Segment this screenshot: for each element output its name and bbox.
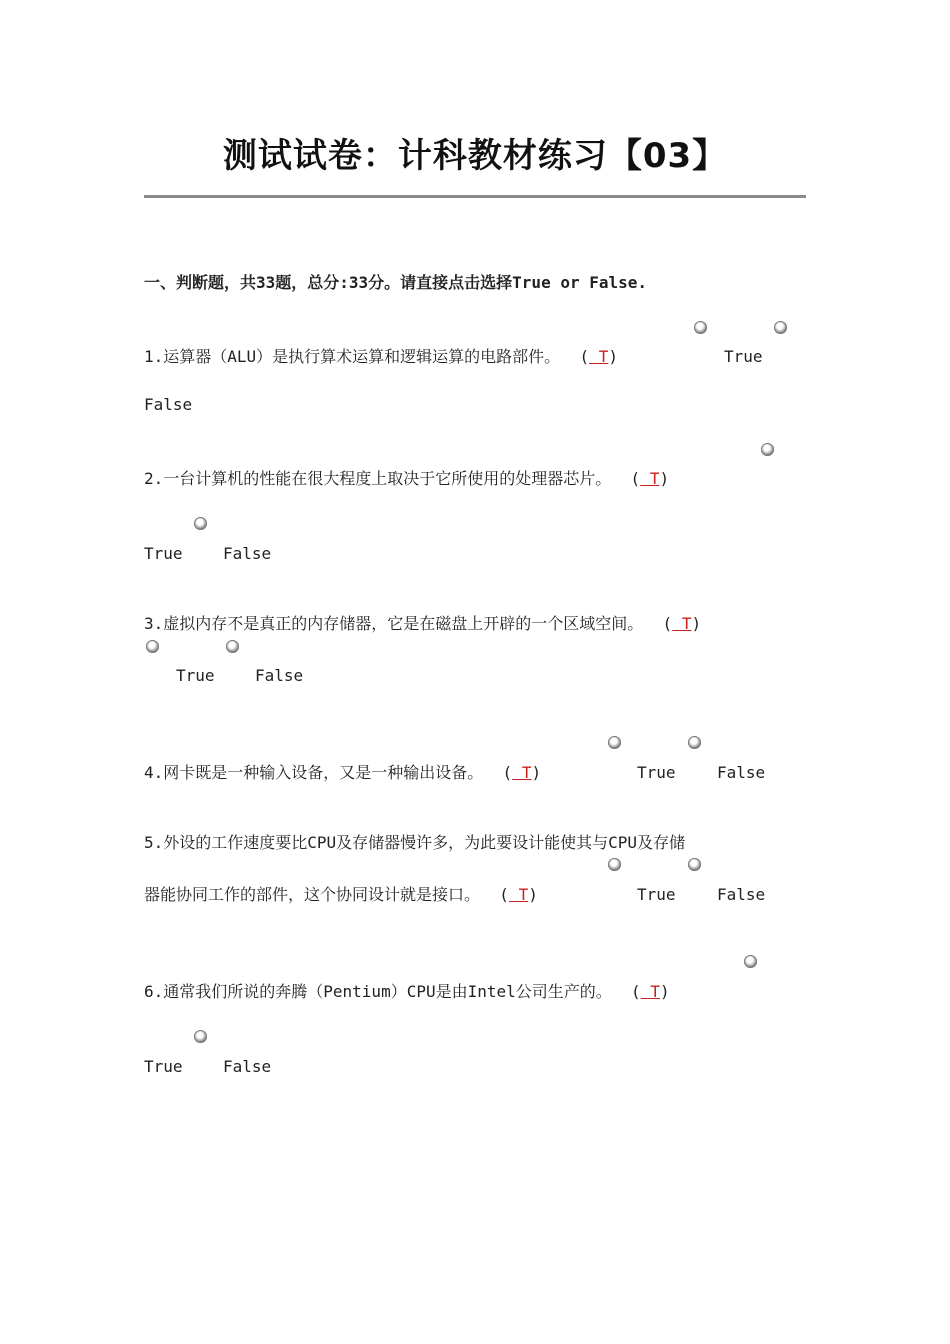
option-q4-false[interactable]: False [717, 763, 766, 782]
question-5-answer-bracket: ( T) [489, 885, 538, 904]
radio-q5-true[interactable] [608, 858, 621, 871]
question-6 [144, 982, 670, 1002]
question-6-answer-bracket: ( T) [621, 982, 670, 1001]
radio-q1-true[interactable] [694, 321, 707, 334]
question-4-text: 4.网卡既是一种输入设备，又是一种输出设备。 [144, 763, 484, 782]
question-3-text: 3.虚拟内存不是真正的内存储器，它是在磁盘上开辟的一个区域空间。 [144, 614, 644, 633]
option-q3-true[interactable]: True [176, 666, 215, 685]
question-5-text-2: 器能协同工作的部件，这个协同设计就是接口。 [144, 885, 481, 904]
radio-q1-false[interactable] [774, 321, 787, 334]
question-6-answer: T [650, 982, 660, 1001]
section-heading: 一、判断题，共33题，总分:33分。请直接点击选择True or False. [144, 273, 648, 292]
radio-q4-true[interactable] [608, 736, 621, 749]
question-2 [144, 469, 669, 489]
question-6-text: 6.通常我们所说的奔腾（Pentium）CPU是由Intel公司生产的。 [144, 982, 612, 1001]
radio-q2-false[interactable] [194, 517, 207, 530]
radio-q3-false[interactable] [226, 640, 239, 653]
option-q1-false[interactable]: False [144, 395, 193, 414]
page-title: 测试试卷：计科教材练习【03】 [222, 136, 728, 176]
question-1-text: 1.运算器（ALU）是执行算术运算和逻辑运算的电路部件。 [144, 347, 561, 366]
radio-q6-false[interactable] [194, 1030, 207, 1043]
option-q5-true[interactable]: True [637, 885, 676, 904]
radio-q2-true[interactable] [761, 443, 774, 456]
question-2-answer-bracket: ( T) [620, 469, 670, 488]
option-q5-false[interactable]: False [717, 885, 766, 904]
question-4 [144, 763, 541, 783]
question-4-answer: T [521, 763, 532, 782]
option-q6-true[interactable]: True [144, 1057, 183, 1076]
radio-q6-true[interactable] [744, 955, 757, 968]
question-2-text: 2.一台计算机的性能在很大程度上取决于它所使用的处理器芯片。 [144, 469, 612, 488]
question-3 [144, 614, 701, 634]
question-4-answer-bracket: ( T) [492, 763, 542, 782]
radio-q3-true[interactable] [146, 640, 159, 653]
question-1 [144, 347, 618, 367]
radio-q5-false[interactable] [688, 858, 701, 871]
question-5-line-2 [144, 885, 538, 905]
question-3-answer-bracket: ( T) [652, 614, 702, 633]
option-q6-false[interactable]: False [223, 1057, 272, 1076]
radio-q4-false[interactable] [688, 736, 701, 749]
question-1-answer-bracket: ( T) [569, 347, 618, 366]
option-q2-false[interactable]: False [223, 544, 272, 563]
option-q4-true[interactable]: True [637, 763, 676, 782]
question-2-answer: T [649, 469, 660, 488]
title-divider [144, 195, 806, 198]
option-q1-true[interactable]: True [724, 347, 763, 366]
question-5-line-1: 5.外设的工作速度要比CPU及存储器慢许多，为此要设计能使其与CPU及存储 [144, 833, 686, 852]
question-3-answer: T [681, 614, 692, 633]
option-q2-true[interactable]: True [144, 544, 183, 563]
option-q3-false[interactable]: False [255, 666, 304, 685]
question-1-answer: T [598, 347, 609, 366]
question-5-answer: T [518, 885, 529, 904]
